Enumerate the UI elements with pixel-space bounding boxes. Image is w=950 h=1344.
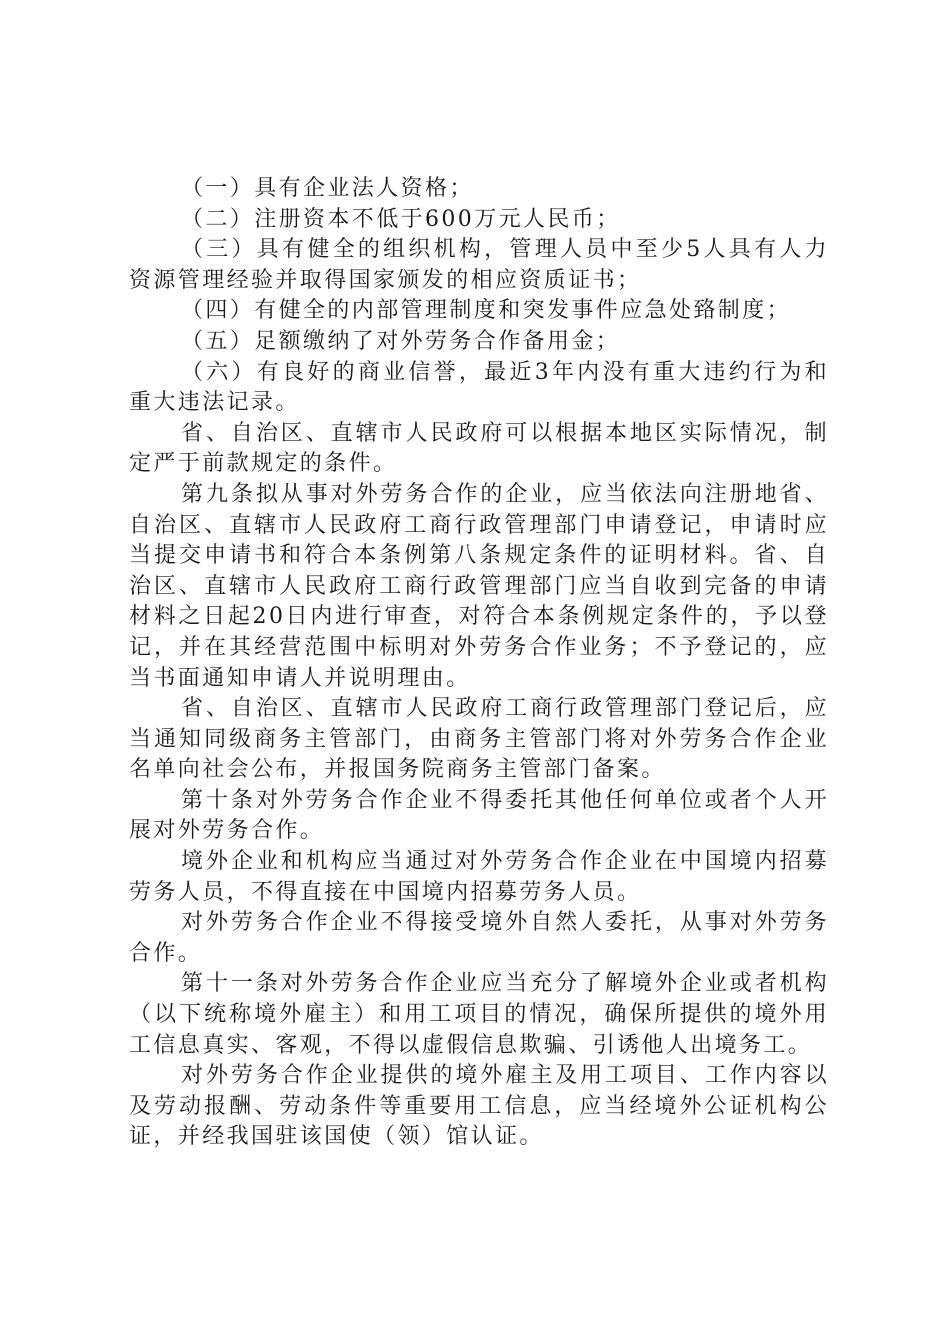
document-body <box>129 174 829 1153</box>
paragraph-qualification-6: （六）有良好的商业信誉，最近3年内没有重大违约行为和重大违法记录。 <box>129 359 829 416</box>
paragraph-article-10-natural-person: 对外劳务合作企业不得接受境外自然人委托，从事对外劳务合作。 <box>129 910 829 966</box>
paragraph-article-9: 第九条拟从事对外劳务合作的企业，应当依法向注册地省、自治区、直辖市人民政府工商行政管理部门申请登记，申请时应当提交申请书和符合本条例第八条规定条件的证明材料。省、自治区、直辖市人民政府工商行政管理部门应当自收到完备的申请材料之日起20日内进行审查，对符合本条例规定条件的，予以登记，并在其经营范围中标明对外劳务合作业务；不予登记的，应当书面通知申请人并说明理由。 <box>129 481 829 691</box>
paragraph-article-10: 第十条对外劳务合作企业不得委托其他任何单位或者个人开展对外劳务合作。 <box>129 787 829 844</box>
paragraph-article-10-recruitment: 境外企业和机构应当通过对外劳务合作企业在中国境内招募劳务人员，不得直接在中国境内招募劳务人员。 <box>129 849 829 905</box>
paragraph-qualification-3: （三）具有健全的组织机构，管理人员中至少5人具有人力资源管理经验并取得国家颁发的相应资质证书； <box>129 237 829 293</box>
paragraph-qualification-1: （一）具有企业法人资格； <box>181 176 474 201</box>
paragraph-article-11-notarization: 对外劳务合作企业提供的境外雇主及用工项目、工作内容以及劳动报酬、劳动条件等重要用工信息，应当经境外公证机构公证，并经我国驻该国使（领）馆认证。 <box>129 1063 829 1150</box>
paragraph-qualification-2: （二）注册资本不低于600万元人民币； <box>181 206 621 232</box>
paragraph-article-11: 第十一条对外劳务合作企业应当充分了解境外企业或者机构（以下统称境外雇主）和用工项目的情况，确保所提供的境外用工信息真实、客观，不得以虚假信息欺骗、引诱他人出境务工。 <box>129 971 829 1058</box>
paragraph-article-9-registration: 省、自治区、直辖市人民政府工商行政管理部门登记后，应当通知同级商务主管部门，由商务主管部门将对外劳务合作企业名单向社会公布，并报国务院商务主管部门备案。 <box>129 696 829 783</box>
paragraph-qualification-5: （五）足额缴纳了对外劳务合作备用金； <box>181 328 621 354</box>
paragraph-qualification-4: （四）有健全的内部管理制度和突发事件应急处臵制度； <box>181 298 792 324</box>
paragraph-provincial-conditions: 省、自治区、直辖市人民政府可以根据本地区实际情况，制定严于前款规定的条件。 <box>129 420 829 477</box>
